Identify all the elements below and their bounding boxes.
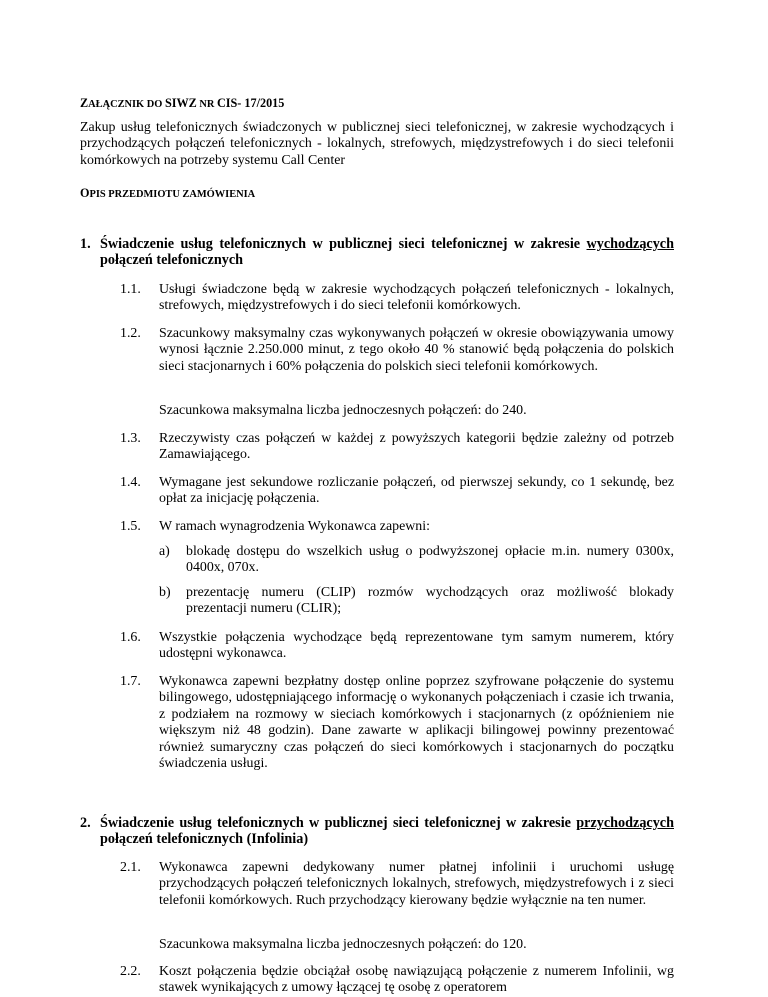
item-1-1: 1.1. Usługi świadczone będą w zakresie wychodzących połączeń telefonicznych - lokalnych, strefowych, międzystrefowych i do sieci telefonii komórkowych. <box>120 282 674 314</box>
section-2-heading: 2. Świadczenie usług telefonicznych w publicznej sieci telefonicznej w zakresie przychodzących połączeń telefonicznych (Infolinia) <box>80 815 674 848</box>
underlined-term: wychodzących <box>586 236 674 252</box>
item-1-2: 1.2. Szacunkowy maksymalny czas wykonywanych połączeń w okresie obowiązywania umowy wynosi łącznie 2.250.000 minut, z tego około 40 % stanowić będą połączenia do polskich sieci stacjonarnych i 60% połączenia do polskich sieci telefonii komórkowych. <box>120 326 674 374</box>
item-1-7: 1.7. Wykonawca zapewni bezpłatny dostęp online poprzez szyfrowane połączenie do systemu bilingowego, udostępniającego informację o wykonanych połączeniach i czasie ich trwania, z podziałem na rozmowy w sieciach komórkowych i stacjonarnych (z opóźnieniem nie większym niż 48 godzin). Dane zawarte w aplikacji bilingowej powinny prezentować również sumaryczny czas połączeń do sieci komórkowych i stacjonarnych do początku świadczenia usługi. <box>120 674 674 772</box>
attachment-title: ZAŁĄCZNIK DO SIWZ NR CIS- 17/2015 <box>80 96 285 110</box>
item-2-2: 2.2. Koszt połączenia będzie obciążał osobę nawiązującą połączenie z numerem Infolinii, wg stawek wynikających z umowy łączącej tę osobę z operatorem <box>120 964 674 996</box>
subitem-a: a) blokadę dostępu do wszelkich usług o podwyższonej opłacie m.in. numery 0300x, 0400x, 070x. <box>159 544 674 576</box>
item-1-4: 1.4. Wymagane jest sekundowe rozliczanie połączeń, od pierwszej sekundy, co 1 sekundę, bez opłat za inicjację połączenia. <box>120 475 674 507</box>
item-1-6: 1.6. Wszystkie połączenia wychodzące będą reprezentowane tym samym numerem, który udostępni wykonawca. <box>120 630 674 662</box>
intro-paragraph: Zakup usług telefonicznych świadczonych w publicznej sieci telefonicznej, w zakresie wychodzących i przychodzących połączeń telefonicznych - lokalnych, strefowych, międzystrefowych i do sieci telefonii komórkowych na potrzeby systemu Call Center <box>80 120 674 168</box>
item-2-1-extra: Szacunkowa maksymalna liczba jednoczesnych połączeń: do 120. <box>159 937 527 952</box>
item-2-1: 2.1. Wykonawca zapewni dedykowany numer płatnej infolinii i uruchomi usługę przychodzących połączeń telefonicznych lokalnych, strefowych, międzystrefowych i z sieci telefonii komórkowych. Ruch przychodzący kierowany będzie wyłącznie na ten numer. <box>120 860 674 908</box>
item-1-3: 1.3. Rzeczywisty czas połączeń w każdej z powyższych kategorii będzie zależny od potrzeb Zamawiającego. <box>120 431 674 463</box>
subitem-b: b) prezentację numeru (CLIP) rozmów wychodzących oraz możliwość blokady prezentacji numeru (CLIR); <box>159 585 674 617</box>
underlined-term: przychodzących <box>576 815 674 831</box>
item-1-2-extra: Szacunkowa maksymalna liczba jednoczesnych połączeń: do 240. <box>159 403 527 418</box>
section-1-heading: 1. Świadczenie usług telefonicznych w publicznej sieci telefonicznej w zakresie wychodzących połączeń telefonicznych <box>80 236 674 269</box>
subheading: OPIS PRZEDMIOTU ZAMÓWIENIA <box>80 186 256 200</box>
item-1-5: 1.5. W ramach wynagrodzenia Wykonawca zapewni: <box>120 519 430 534</box>
